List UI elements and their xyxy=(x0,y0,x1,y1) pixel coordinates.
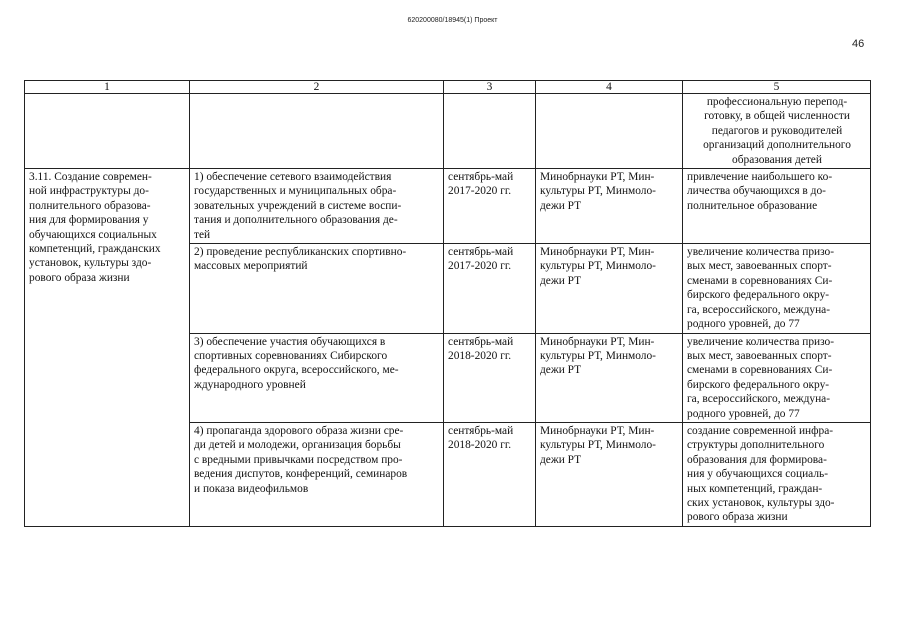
page-number: 46 xyxy=(852,38,865,50)
table-cell-empty xyxy=(536,94,683,169)
measure-cell: 4) пропаганда здорового образа жизни сре- ди детей и молодежи, организация борьбы с вредными привычками посредством про- ведения диспутов, конференций, семинаров и показа видеофильмов xyxy=(190,422,444,526)
result-cell: увеличение количества призо- вых мест, завоеванных спорт- сменами в соревнованиях Си- бирского федерального окру- га, всероссийского, междуна- родного уровней, до 77 xyxy=(683,333,871,422)
plan-table xyxy=(24,80,871,527)
column-header-2: 2 xyxy=(190,81,444,94)
executors-cell: Минобрнауки РТ, Мин- культуры РТ, Минмоло- дежи РТ xyxy=(536,333,683,422)
period-cell: сентябрь-май 2018-2020 гг. xyxy=(444,422,536,526)
executors-cell: Минобрнауки РТ, Мин- культуры РТ, Минмоло- дежи РТ xyxy=(536,169,683,244)
period-cell: сентябрь-май 2017-2020 гг. xyxy=(444,244,536,333)
table-row-continuation xyxy=(25,94,871,169)
executors-cell: Минобрнауки РТ, Мин- культуры РТ, Минмоло- дежи РТ xyxy=(536,244,683,333)
table-cell-empty xyxy=(444,94,536,169)
result-cell: увеличение количества призо- вых мест, завоеванных спорт- сменами в соревнованиях Си- бирского федерального окру- га, всероссийского, междуна- родного уровней, до 77 xyxy=(683,244,871,333)
table-header-row xyxy=(25,81,871,94)
measure-cell: 1) обеспечение сетевого взаимодействия государственных и муниципальных обра- зовательных учреждений в системе воспи- тания и дополнительного образования де- тей xyxy=(190,169,444,244)
column-header-4: 4 xyxy=(536,81,683,94)
table-cell-empty xyxy=(190,94,444,169)
period-cell: сентябрь-май 2017-2020 гг. xyxy=(444,169,536,244)
document-code: 620200080/18945(1) Проект xyxy=(407,17,498,24)
measure-cell: 2) проведение республиканских спортивно- массовых мероприятий xyxy=(190,244,444,333)
executors-cell: Минобрнауки РТ, Мин- культуры РТ, Минмоло- дежи РТ xyxy=(536,422,683,526)
table-row xyxy=(25,169,871,244)
result-cell: привлечение наибольшего ко- личества обучающихся в до- полнительное образование xyxy=(683,169,871,244)
table-cell-empty xyxy=(25,94,190,169)
result-cell-continued: профессиональную перепод- готовку, в общей численности педагогов и руководителей организаций дополнительного образования детей xyxy=(683,94,871,169)
measure-cell: 3) обеспечение участия обучающихся в спортивных соревнованиях Сибирского федерального округа, всероссийского, ме- ждународного уровней xyxy=(190,333,444,422)
column-header-5: 5 xyxy=(683,81,871,94)
column-header-3: 3 xyxy=(444,81,536,94)
column-header-1: 1 xyxy=(25,81,190,94)
result-cell: создание современной инфра- структуры дополнительного образования для формирова- ния у обучающихся социаль- ных компетенций, граждан- ских установок, культуры здо- рового образа жизни xyxy=(683,422,871,526)
period-cell: сентябрь-май 2018-2020 гг. xyxy=(444,333,536,422)
section-title-cell: 3.11. Создание современ- ной инфраструктуры до- полнительного образова- ния для формирования у обучающихся социальных компетенций, гражданских установок, культуры здо- рового образа жизни xyxy=(25,169,190,527)
